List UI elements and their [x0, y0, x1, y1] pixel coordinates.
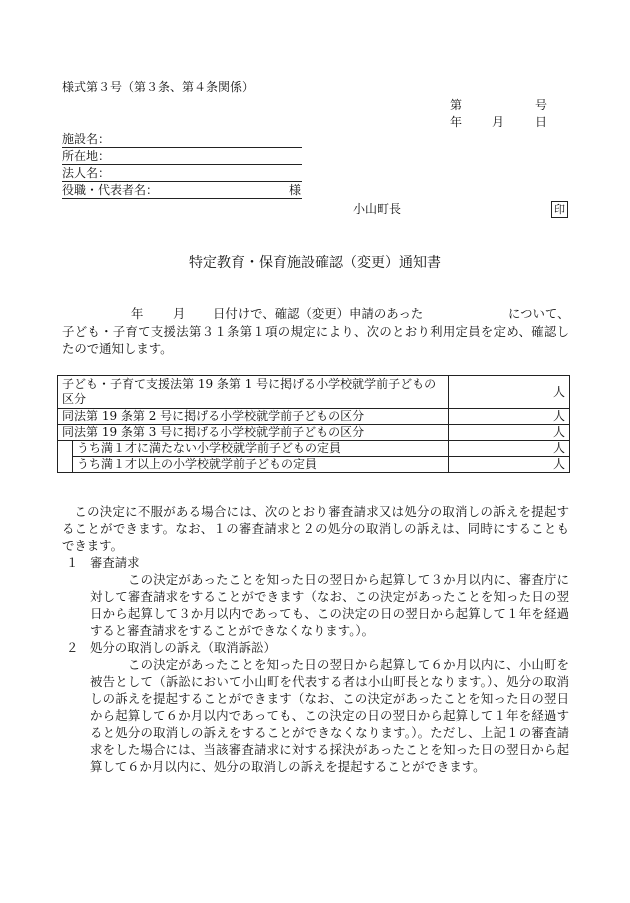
row-label: うち満１才に満たない小学校就学前子どもの定員 — [73, 441, 449, 457]
row-unit: 人 — [449, 457, 570, 473]
row-label: うち満１才以上の小学校就学前子どもの定員 — [73, 457, 449, 473]
row-unit: 人 — [449, 441, 570, 457]
indent-spacer — [58, 457, 73, 473]
address-underline — [62, 164, 302, 165]
item1-number: １ — [66, 555, 79, 570]
issuer-name: 小山町長 — [353, 202, 402, 216]
representative-underline — [62, 198, 302, 199]
date-day-label: 日 — [535, 115, 548, 129]
row-label: 同法第 19 条第 3 号に掲げる小学校就学前子どもの区分 — [58, 425, 449, 441]
table-row — [58, 376, 570, 409]
intro-month-label: 月 — [173, 306, 186, 321]
table-row — [58, 457, 570, 473]
corporation-name-label: 法人名： — [62, 166, 111, 180]
indent-spacer — [58, 441, 73, 457]
honorific: 様 — [289, 183, 302, 197]
item2-heading: 処分の取消しの訴え（取消訴訟） — [90, 640, 276, 655]
row-label: 子ども・子育て支援法第 19 条第 1 号に掲げる小学校就学前子どもの区分 — [58, 376, 449, 409]
row-unit: 人 — [449, 376, 570, 409]
table-row — [58, 441, 570, 457]
date-month-label: 月 — [492, 115, 505, 129]
intro-regarding-text: について、 — [508, 306, 570, 321]
appeal-intro: この決定に不服がある場合には、次のとおり審査請求又は処分の取消しの訴えを提起することができます。なお、１の審査請求と２の処分の取消しの訴えは、同時にすることもできます。 — [62, 504, 569, 553]
facility-name-label: 施設名： — [62, 132, 111, 146]
table-row — [58, 409, 570, 425]
form-number: 様式第３号（第３条、第４条関係） — [62, 80, 255, 94]
item2-number: ２ — [66, 640, 79, 655]
intro-dated-text: 日付けで、確認（変更）申請のあった — [213, 306, 424, 321]
quota-table — [57, 375, 570, 473]
item1-heading: 審査請求 — [90, 555, 140, 570]
row-unit: 人 — [449, 409, 570, 425]
intro-year-label: 年 — [131, 306, 144, 321]
date-year-label: 年 — [450, 115, 463, 129]
table-row — [58, 425, 570, 441]
document-number-prefix: 第 — [450, 98, 463, 112]
row-unit: 人 — [449, 425, 570, 441]
item2-body: この決定があったことを知った日の翌日から起算して６か月以内に、小山町を被告として（訴訟において小山町を代表する者は小山町長となります。）、処分の取消しの訴えを提起することができます（なお、この決定があったことを知った日の翌日から起算して６か月以内であっても、この決定の日の翌日から起算して１年を経過すると処分の取消しの訴えをすることができなくなります。）。ただし、上記１の審査請求をした場合には、当該審査請求に対する採決があったことを知った日の翌日から起算して６か月以内に、処分の取消しの訴えを提起することができます。 — [90, 657, 569, 774]
document-title: 特定教育・保育施設確認（変更）通知書 — [189, 255, 441, 271]
row-label: 同法第 19 条第 2 号に掲げる小学校就学前子どもの区分 — [58, 409, 449, 425]
document-number-suffix: 号 — [535, 98, 548, 112]
item1-body: この決定があったことを知った日の翌日から起算して３か月以内に、審査庁に対して審査請求をすることができます（なお、この決定があったことを知った日の翌日から起算して３か月以内であっても、この決定の日の翌日から起算して１年を経過すると審査請求をすることができなくなります。）。 — [90, 572, 569, 638]
seal-mark: 印 — [551, 201, 568, 218]
intro-body: 子ども・子育て支援法第３１条第１項の規定により、次のとおり利用定員を定め、確認したので通知します。 — [62, 324, 569, 356]
address-label: 所在地： — [62, 149, 111, 163]
facility-name-underline — [62, 147, 302, 148]
representative-label: 役職・代表者名： — [62, 183, 159, 197]
corporation-name-underline — [62, 181, 302, 182]
